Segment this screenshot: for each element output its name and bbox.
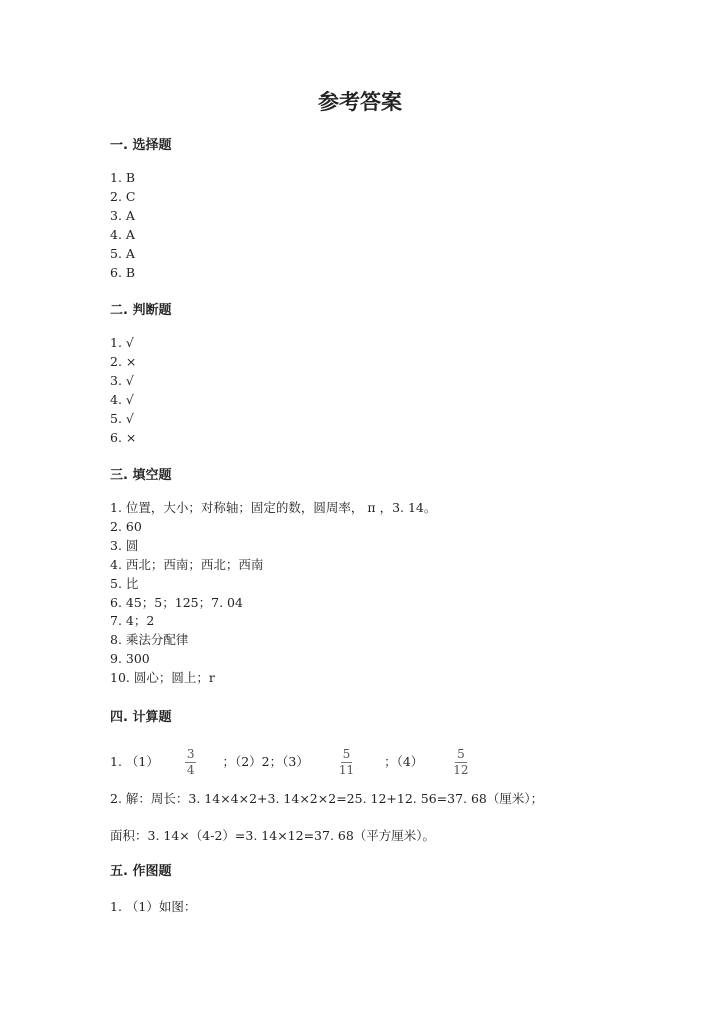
calc-answer-1 [110,747,475,778]
calc-text: ；（4） [384,754,424,769]
list-item: 1. √ [110,335,134,350]
section-heading-calc: 四. 计算题 [110,710,172,725]
calc-text: 1. （1） [110,754,159,769]
fraction [453,747,468,778]
denominator: 12 [453,763,469,777]
list-item: 8. 乘法分配律 [110,632,189,648]
choice-answers [110,169,135,282]
list-item: 6. B [110,264,136,280]
list-item: 4. 西北；西南；西北；西南 [110,556,264,572]
list-item: 3. 圆 [110,537,139,553]
drawing-answer-1: 1. （1）如图： [110,899,197,914]
denominator: 4 [186,763,195,777]
fraction [185,747,197,778]
list-item: 3. √ [110,372,134,388]
list-item: 4. √ [110,391,134,407]
list-item: 9. 300 [110,651,150,667]
list-item: 2. 60 [110,518,142,534]
denominator: 11 [338,763,355,777]
section-heading-choice: 一. 选择题 [110,138,172,153]
fraction [339,747,354,778]
list-item: 3. A [110,207,135,223]
list-item: 5. √ [110,410,134,426]
numerator: 5 [342,747,351,761]
list-item: 4. A [110,226,135,242]
list-item: 6. × [110,429,137,445]
page-title: 参考答案 [318,90,402,114]
list-item: 7. 4；2 [110,613,155,629]
section-heading-drawing: 五. 作图题 [110,864,172,879]
numerator: 5 [457,747,465,761]
list-item: 5. 比 [110,575,139,591]
list-item: 1. B [110,170,136,185]
fill-answers [110,499,436,688]
list-item: 2. × [110,353,137,369]
calc-answer-2: 2. 解：周长：3. 14×4×2+3. 14×2×2=25. 12+12. 56=37. 68（厘米）； [110,791,544,806]
calc-text: ；（2）2；（3） [222,754,309,769]
list-item: 1. 位置，大小；对称轴；固定的数，圆周率， π ，3. 14。 [110,500,437,515]
numerator: 3 [186,747,195,761]
list-item: 2. C [110,188,136,204]
list-item: 6. 45；5；125；7. 04 [110,594,243,610]
calc-answer-3: 面积：3. 14×（4-2）=3. 14×12=37. 68（平方厘米）。 [110,828,436,843]
list-item: 10. 圆心；圆上；r [110,670,215,686]
section-heading-fill: 三. 填空题 [110,468,172,483]
list-item: 5. A [110,245,135,261]
section-heading-judge: 二. 判断题 [110,303,172,318]
judge-answers [110,334,136,447]
